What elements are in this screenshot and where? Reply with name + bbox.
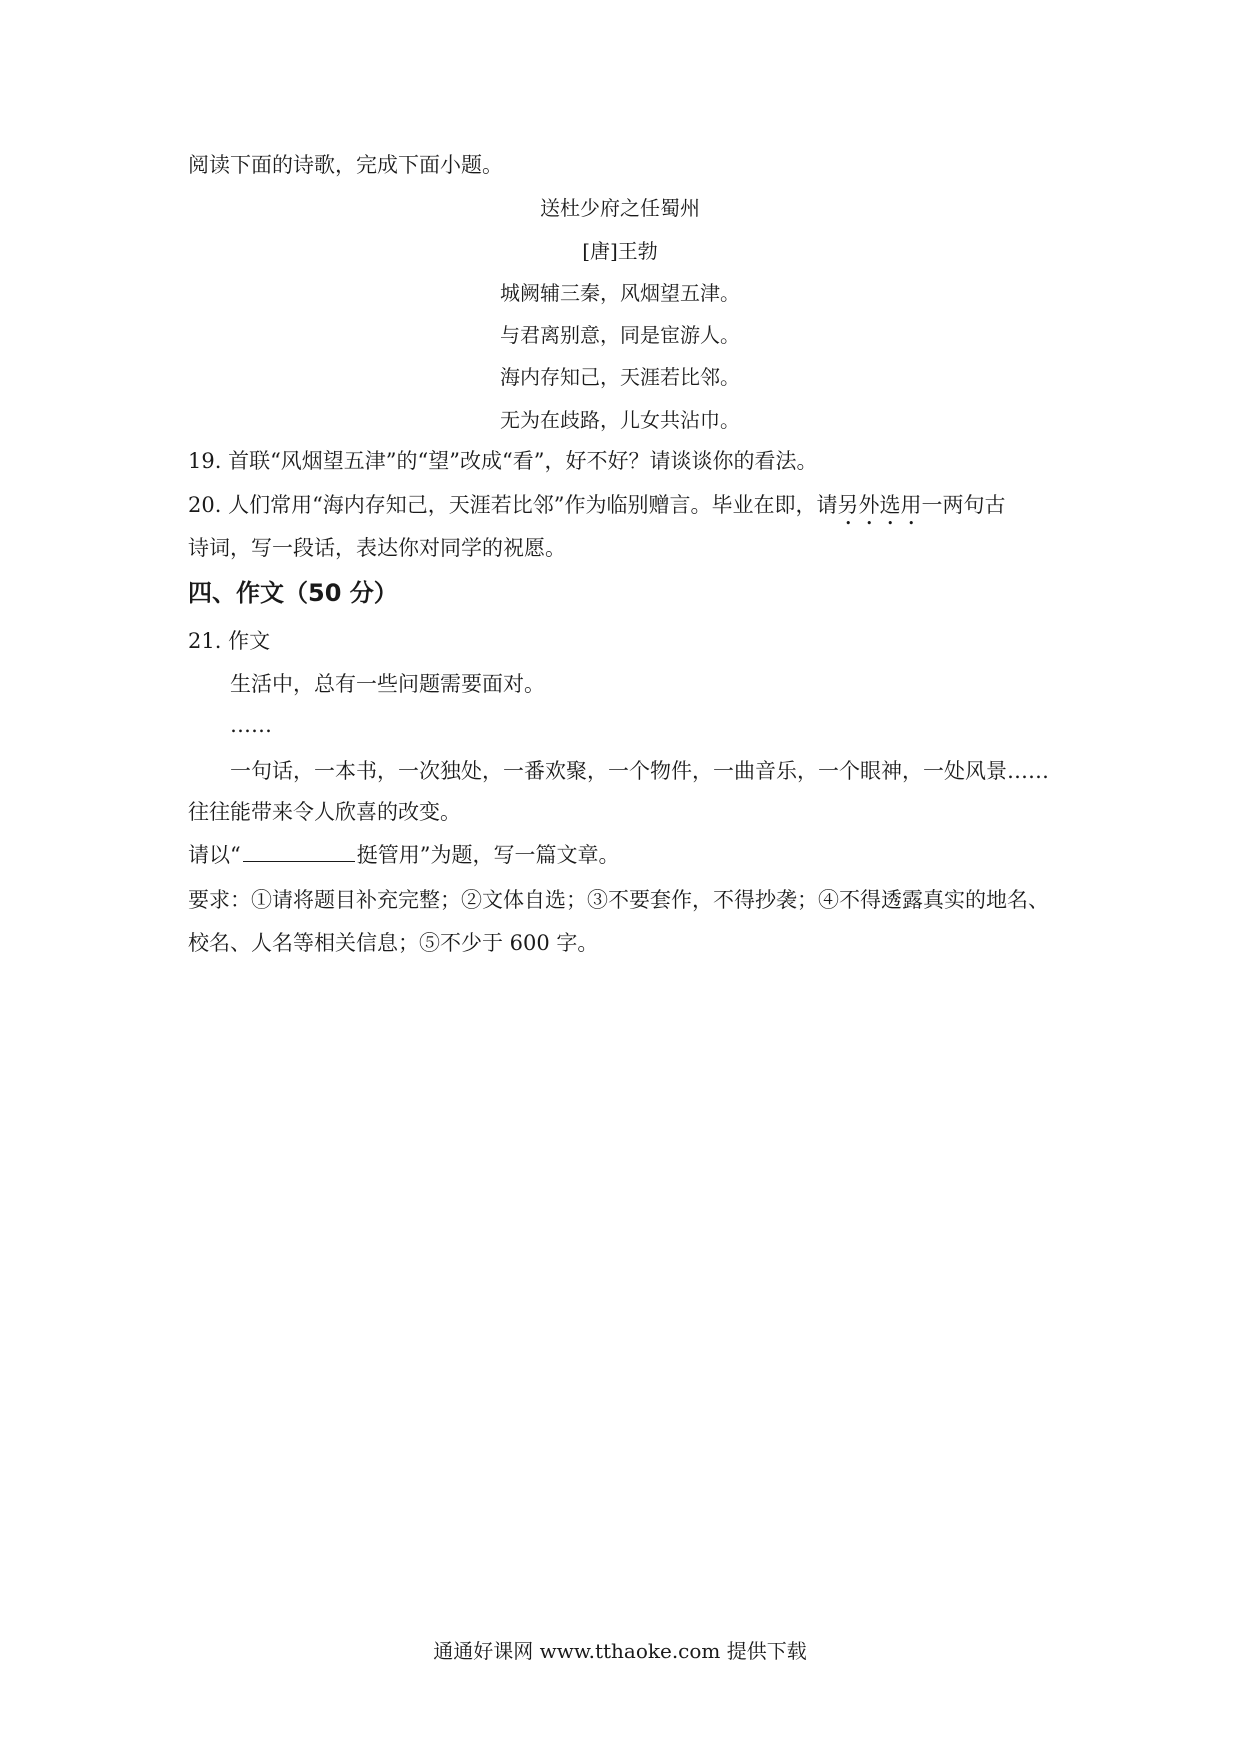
question-20	[188, 490, 1006, 530]
essay-prompt-text: 请以“	[188, 843, 241, 867]
question-19: 19. 首联“风烟望五津”的“望”改成“看”，好不好？请谈谈你的看法。	[188, 449, 818, 473]
poem-author: [唐]王勃	[582, 239, 658, 263]
poem-line: 与君离别意，同是宦游人。	[500, 323, 740, 347]
essay-requirements-line2: 校名、人名等相关信息；⑤不少于 600 字。	[188, 931, 599, 955]
poem-title: 送杜少府之任蜀州	[540, 196, 700, 220]
essay-paragraph: 一句话，一本书，一次独处，一番欢聚，一个物件，一曲音乐，一个眼神，一处风景……	[230, 759, 1049, 783]
question-20-line2: 诗词，写一段话，表达你对同学的祝愿。	[188, 536, 566, 560]
section-heading-essay: 四、作文（50 分）	[188, 579, 398, 607]
reading-intro: 阅读下面的诗歌，完成下面小题。	[188, 153, 503, 177]
poem-line: 海内存知己，天涯若比邻。	[500, 365, 740, 389]
question-20-emphasis: 另外选用	[837, 493, 922, 517]
essay-paragraph: 生活中，总有一些问题需要面对。	[230, 672, 545, 696]
essay-prompt	[188, 840, 620, 870]
poem-line: 城阙辅三秦，风烟望五津。	[500, 281, 740, 305]
question-20-text: 20. 人们常用“海内存知己，天涯若比邻”作为临别赠言。毕业在即，请	[188, 493, 838, 517]
title-blank	[243, 843, 355, 862]
question-21-label: 21. 作文	[188, 629, 271, 653]
question-20-text-end: 一两句古	[921, 493, 1006, 517]
essay-ellipsis: ……	[230, 713, 272, 737]
essay-prompt-text-end: 挺管用”为题，写一篇文章。	[356, 843, 620, 867]
essay-paragraph: 往往能带来令人欣喜的改变。	[188, 800, 461, 824]
essay-requirements: 要求：①请将题目补充完整；②文体自选；③不要套作，不得抄袭；④不得透露真实的地名、	[188, 888, 1049, 912]
footer-source: 通通好课网 www.tthaoke.com 提供下载	[433, 1639, 807, 1663]
poem-line: 无为在歧路，儿女共沾巾。	[500, 408, 740, 432]
